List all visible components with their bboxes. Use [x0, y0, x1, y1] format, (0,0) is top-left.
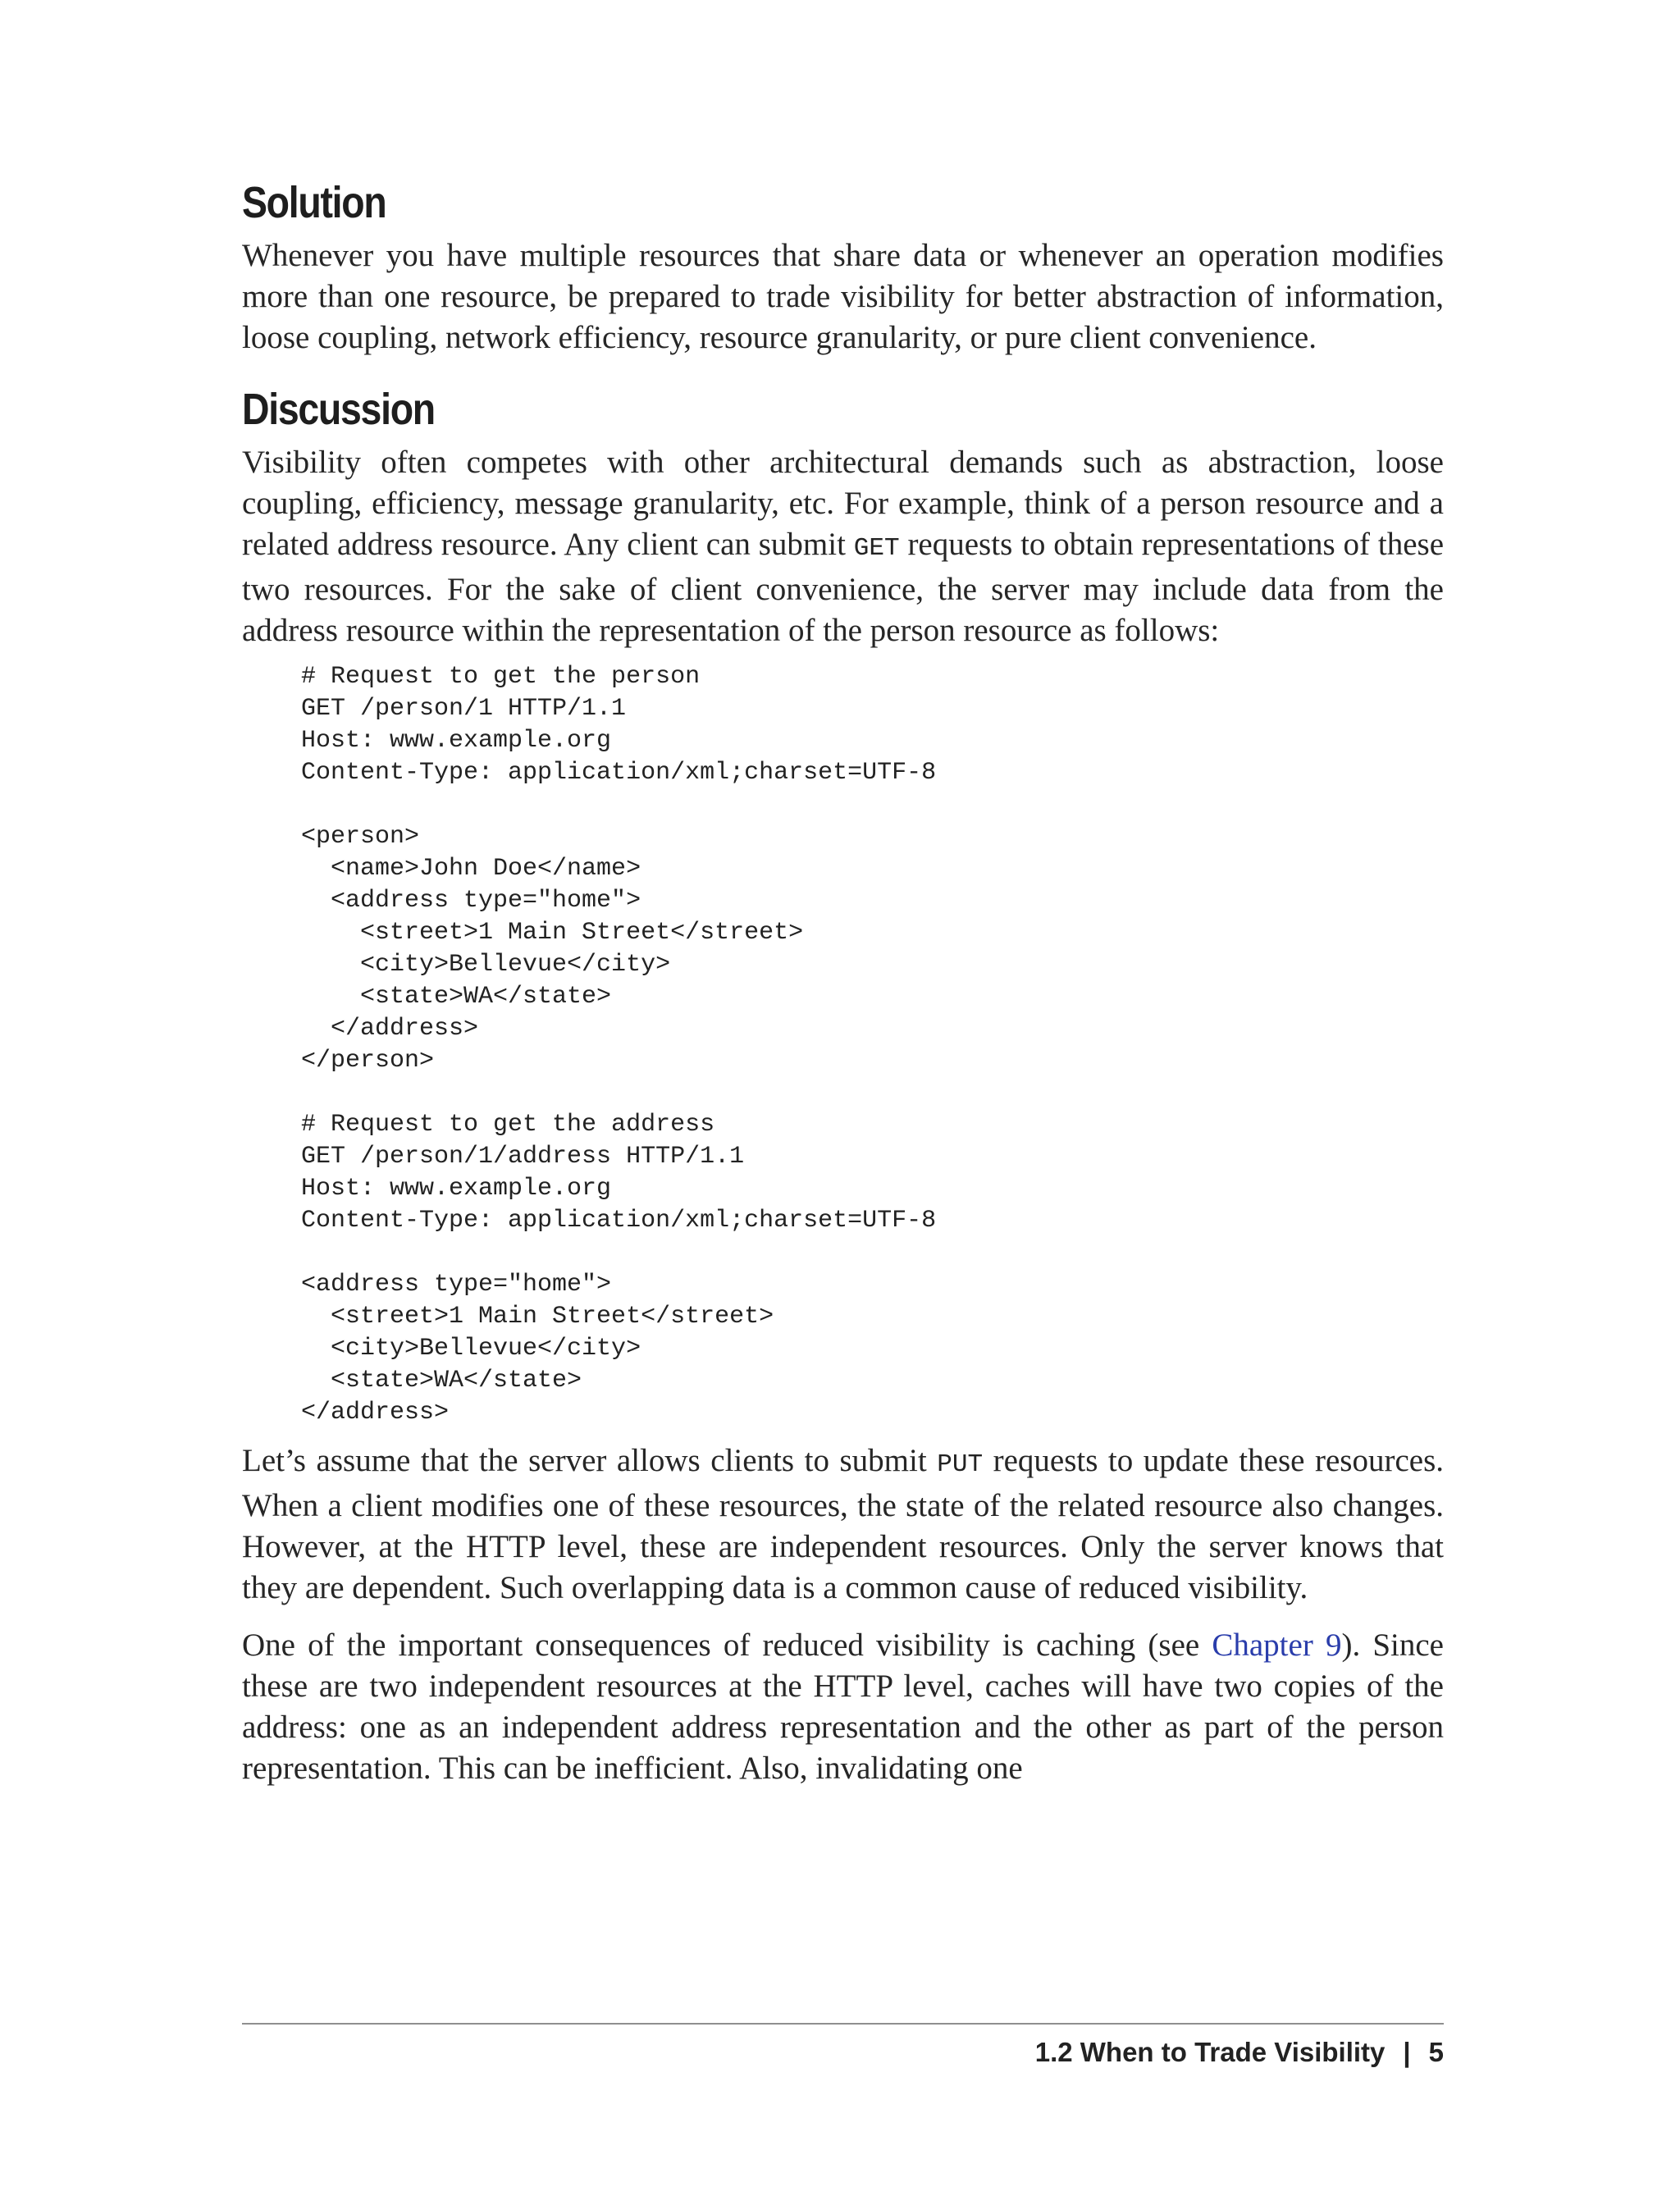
code-line: # Request to get the address: [301, 1111, 715, 1139]
code-line: GET /person/1/address HTTP/1.1: [301, 1143, 745, 1171]
code-line: Host: www.example.org: [301, 727, 612, 755]
code-example: [301, 661, 1444, 1429]
inline-code-put: PUT: [937, 1450, 984, 1479]
code-line: <address type="home">: [301, 1271, 612, 1299]
code-line: <state>WA</state>: [301, 983, 612, 1011]
footer-separator: |: [1403, 2037, 1411, 2067]
running-footer-section: 1.2 When to Trade Visibility: [1034, 2037, 1386, 2067]
code-line: [301, 789, 1444, 821]
code-line: Host: www.example.org: [301, 1175, 612, 1203]
code-line: </person>: [301, 1047, 435, 1075]
code-line: <city>Bellevue</city>: [301, 1335, 641, 1363]
code-line: GET /person/1 HTTP/1.1: [301, 695, 627, 723]
page-number: 5: [1428, 2037, 1444, 2067]
code-line: Content-Type: application/xml;charset=UTF-8: [301, 759, 937, 787]
paragraph-text: Visibility often competes with other architectural demands such as abstraction, loose coupling, efficiency, message granularity, etc. For example, think of a person resource and a related address resource. Any client can submit: [242, 445, 1444, 562]
code-line: Content-Type: application/xml;charset=UTF-8: [301, 1207, 937, 1235]
solution-paragraph: Whenever you have multiple resources that share data or whenever an operation modifies more than one resource, be prepared to trade visibility for better abstraction of information, loose coupling, network efficiency, resource granularity, or pure client convenience.: [242, 238, 1444, 355]
footer-divider: [242, 2023, 1444, 2025]
paragraph-text: One of the important consequences of reduced visibility is caching (see: [242, 1628, 1212, 1663]
discussion-paragraph-1: [242, 442, 1444, 651]
code-line: <person>: [301, 823, 420, 851]
code-line: <city>Bellevue</city>: [301, 951, 671, 979]
page-footer: [1035, 2034, 1444, 2070]
solution-heading: Solution: [242, 178, 386, 227]
code-line: </address>: [301, 1399, 450, 1427]
code-line: <street>1 Main Street</street>: [301, 919, 804, 947]
code-line: <street>1 Main Street</street>: [301, 1303, 774, 1331]
page-content: [242, 176, 1444, 1789]
code-line: [301, 1077, 1444, 1109]
code-line: <state>WA</state>: [301, 1367, 582, 1395]
inline-code-get: GET: [853, 534, 900, 563]
discussion-heading: Discussion: [242, 385, 435, 434]
code-line: # Request to get the person: [301, 663, 701, 691]
paragraph-text: Let’s assume that the server allows clients to submit: [242, 1443, 938, 1478]
discussion-paragraph-2: [242, 1440, 1444, 1609]
discussion-paragraph-3: [242, 1625, 1444, 1789]
paragraph-text: ). Since these are two independent resources at the HTTP level, caches will have two copies of the address: one as an independent address representation and the other as part of the person representation. This can be inefficient. Also, invalidating one: [242, 1628, 1444, 1786]
paragraph-text: requests to update these resources. When a client modifies one of these resources, the state of the related resource also changes. However, at the HTTP level, these are independent resources. Only the server knows that they are dependent. Such overlapping data is a common cause of reduced visibility.: [242, 1443, 1444, 1605]
code-line: <name>John Doe</name>: [301, 855, 641, 883]
code-line: <address type="home">: [301, 887, 641, 915]
paragraph-text: requests to obtain representations of these two resources. For the sake of client convenience, the server may include data from the address resource within the representation of the person resource as follows:: [242, 527, 1445, 648]
chapter-9-link[interactable]: Chapter 9: [1212, 1628, 1342, 1663]
code-line: </address>: [301, 1015, 479, 1043]
code-line: [301, 1237, 1444, 1269]
